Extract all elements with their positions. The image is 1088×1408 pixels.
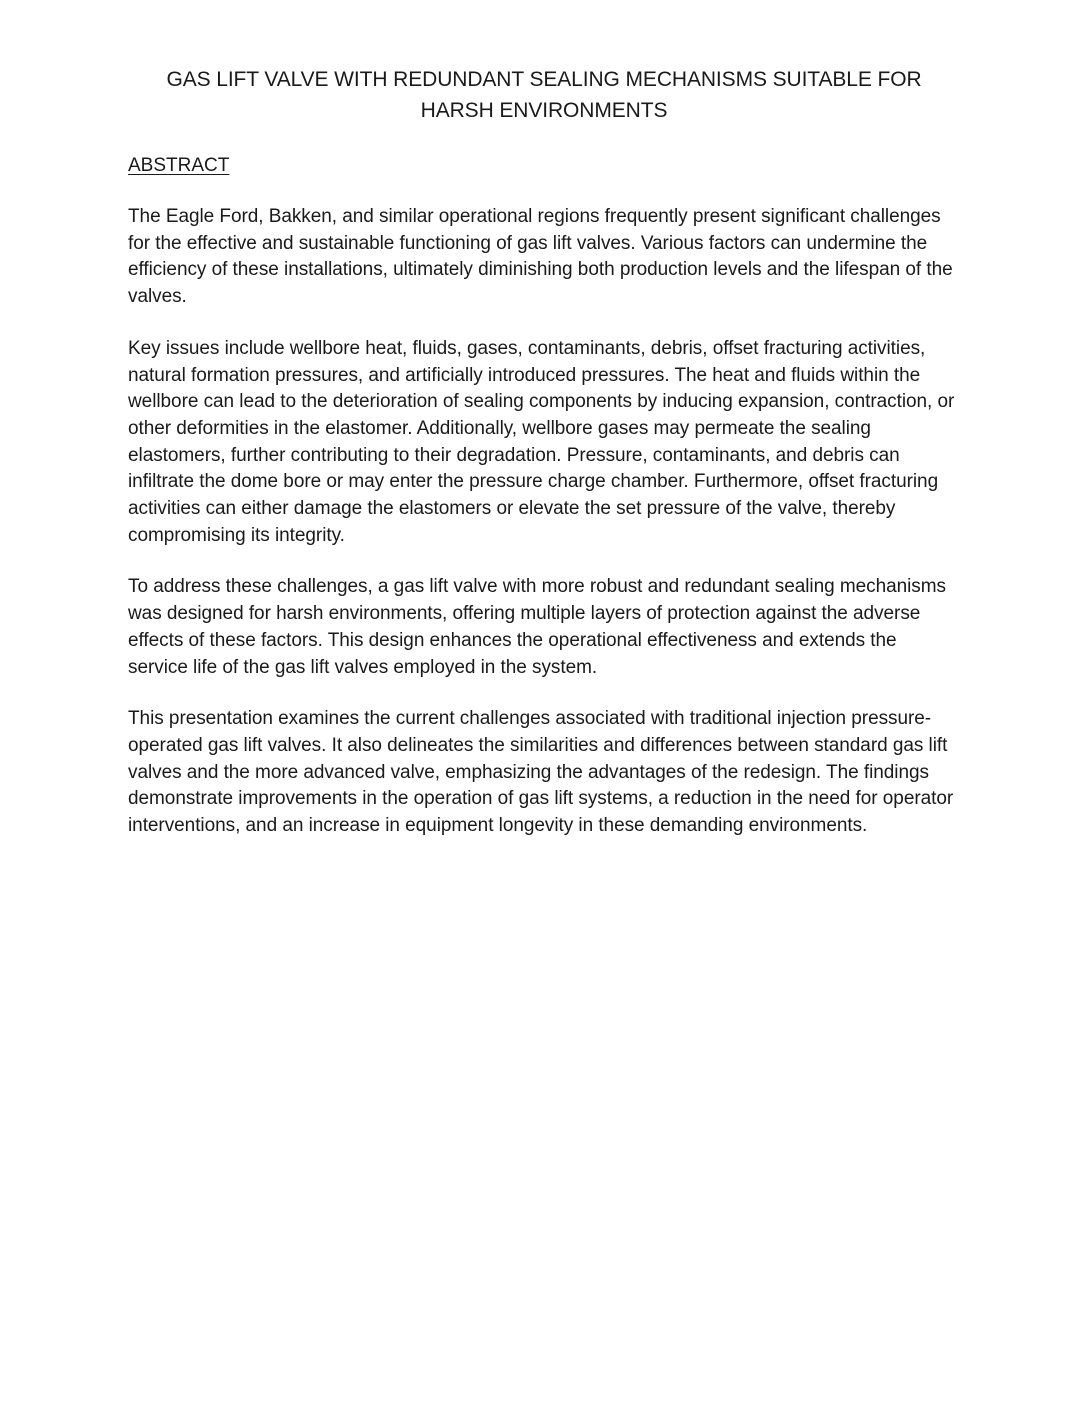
document-title: GAS LIFT VALVE WITH REDUNDANT SEALING MECHANISMS SUITABLE FOR HARSH ENVIRONMENTS [166, 68, 922, 122]
abstract-paragraph-3: To address these challenges, a gas lift valve with more robust and redundant sealing mechanisms was designed for harsh environments, offering multiple layers of protection against the adverse effects of these factors. This design enhances the operational effectiveness and extends the service life of the gas lift valves employed in the system. [128, 576, 946, 678]
abstract-paragraph-1: The Eagle Ford, Bakken, and similar operational regions frequently present significant challenges for the effective and sustainable functioning of gas lift valves. Various factors can undermine the efficiency of these installations, ultimately diminishing both production levels and the lifespan of the valves. [128, 206, 953, 308]
abstract-paragraph-4: This presentation examines the current challenges associated with traditional injection pressure-operated gas lift valves. It also delineates the similarities and differences between standard gas lift valves and the more advanced valve, emphasizing the advantages of the redesign. The findings demonstrate improvements in the operation of gas lift systems, a reduction in the need for operator interventions, and an increase in equipment longevity in these demanding environments. [128, 708, 954, 837]
abstract-heading: ABSTRACT [128, 155, 230, 176]
abstract-paragraph-2: Key issues include wellbore heat, fluids, gases, contaminants, debris, offset fracturing activities, natural formation pressures, and artificially introduced pressures. The heat and fluids within the wellbore can lead to the deterioration of sealing components by inducing expansion, contraction, or other deformities in the elastomer. Additionally, wellbore gases may permeate the sealing elastomers, further contributing to their degradation. Pressure, contaminants, and debris can infiltrate the dome bore or may enter the pressure charge chamber. Furthermore, offset fracturing activities can either damage the elastomers or elevate the set pressure of the valve, thereby compromising its integrity. [128, 337, 955, 546]
document-page [128, 64, 960, 840]
